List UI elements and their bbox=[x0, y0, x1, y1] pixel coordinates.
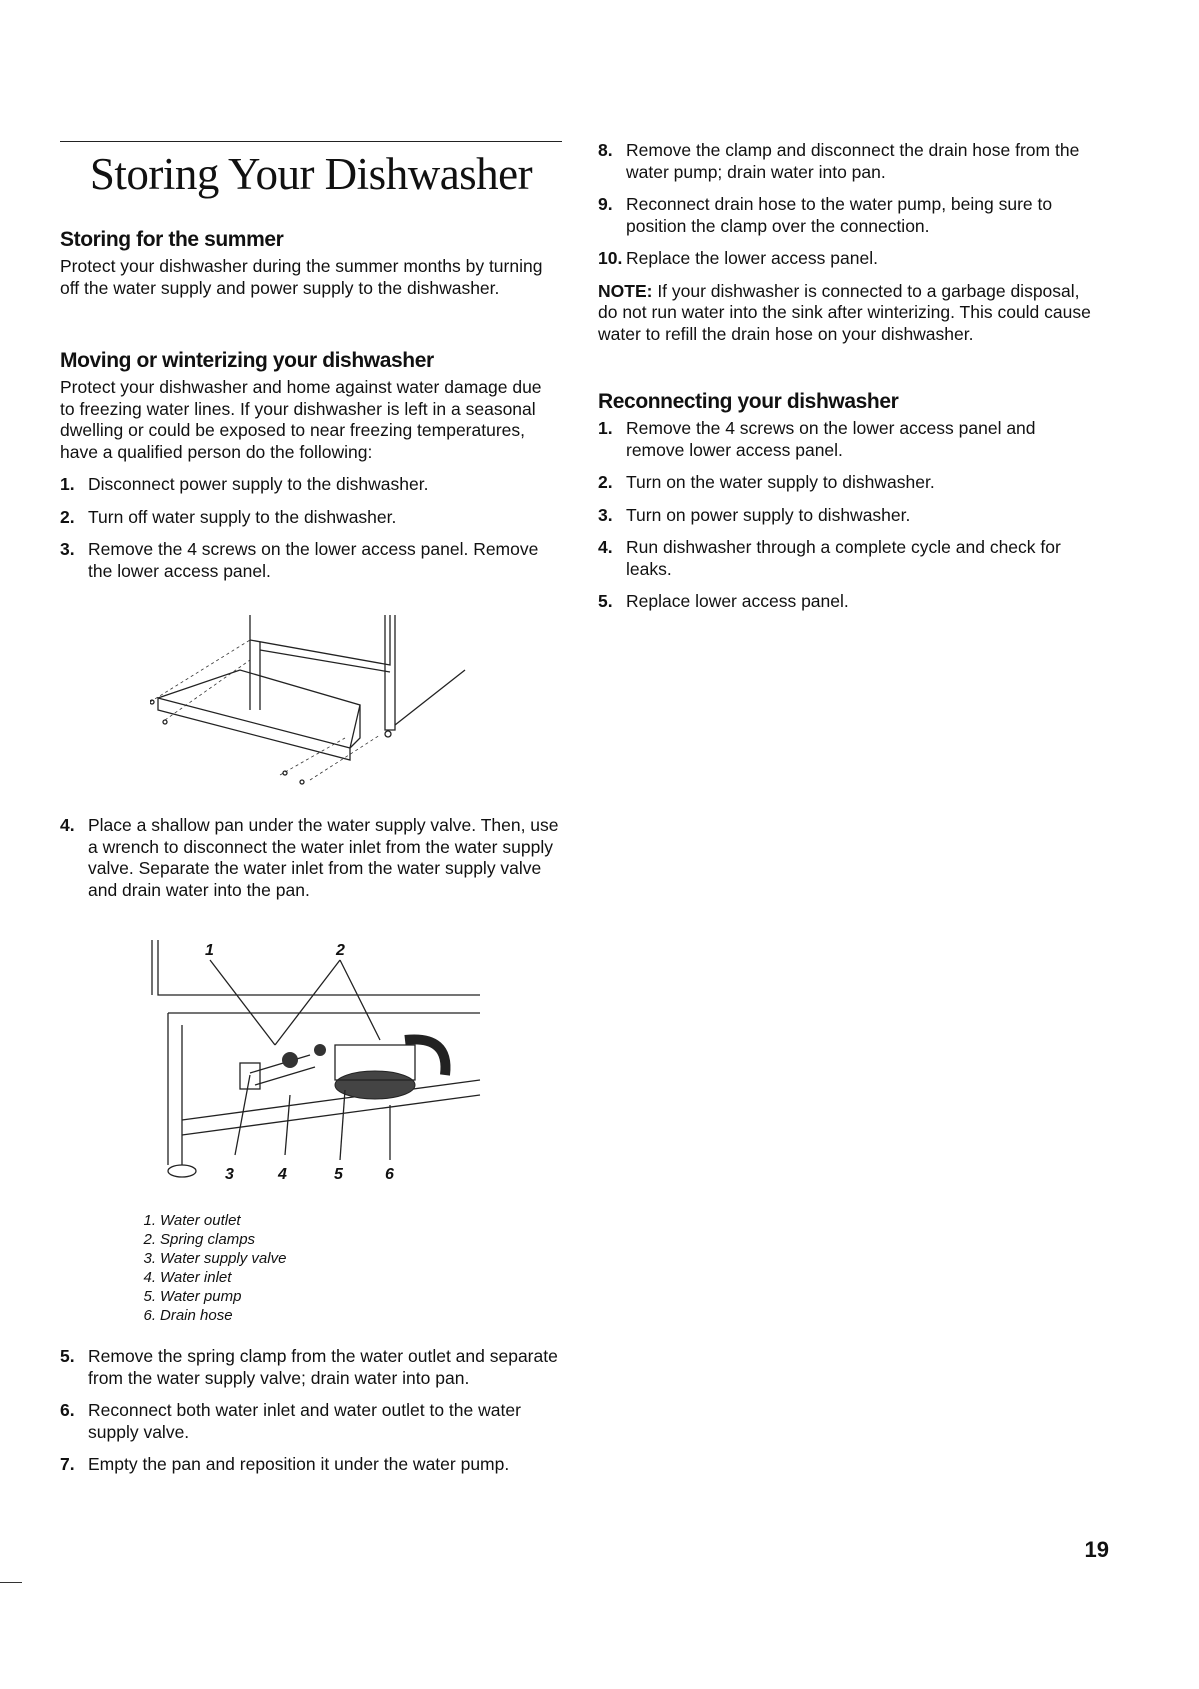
list-item: 4. Place a shallow pan under the water supply valve. Then, use a wrench to disconnect the water inlet from the water supply valve. Separate the water inlet from the water supply valve and drain water into the pan. bbox=[60, 815, 559, 900]
callout-4: 4 bbox=[278, 1166, 287, 1183]
base-frame bbox=[168, 1013, 480, 1165]
legend-item: 4. Water inlet bbox=[143, 1269, 232, 1286]
leveling-foot bbox=[168, 1165, 196, 1177]
screw bbox=[150, 700, 154, 704]
callout-leader-3 bbox=[235, 1075, 250, 1155]
summer-heading: Storing for the summer bbox=[60, 228, 284, 251]
callout-5: 5 bbox=[334, 1166, 343, 1183]
reconnect-heading: Reconnecting your dishwasher bbox=[598, 390, 899, 413]
callout-6: 6 bbox=[385, 1166, 394, 1183]
spring-clamp bbox=[314, 1044, 326, 1056]
list-item: 5. Remove the spring clamp from the water outlet and separate from the water supply valve; drain water into pan. bbox=[60, 1346, 558, 1388]
legend-item: 3. Water supply valve bbox=[143, 1250, 287, 1267]
list-item: 8. Remove the clamp and disconnect the drain hose from the water pump; drain water into pan. bbox=[598, 140, 1080, 182]
page-title: Storing Your Dishwasher bbox=[89, 149, 533, 199]
callout-leader-5 bbox=[340, 1090, 345, 1160]
summer-section bbox=[60, 228, 560, 299]
legend-item: 5. Water pump bbox=[143, 1288, 242, 1305]
reconnect-section bbox=[598, 390, 1098, 624]
winter-section bbox=[60, 349, 560, 593]
callout-leader-4 bbox=[285, 1095, 290, 1155]
callout-3: 3 bbox=[225, 1166, 234, 1183]
page-number: 19 bbox=[1084, 1537, 1109, 1562]
winter-steps-a bbox=[60, 474, 560, 582]
list-item: 1. Remove the 4 screws on the lower access panel and remove lower access panel. bbox=[598, 418, 1036, 460]
list-item: 4. Run dishwasher through a complete cycle and check for leaks. bbox=[598, 537, 1061, 579]
access-panel-illustration bbox=[150, 610, 480, 790]
list-item: 1. Disconnect power supply to the dishwasher. bbox=[60, 474, 429, 494]
winter-text: Protect your dishwasher and home against water damage due to freezing water lines. If your dishwasher is left in a seasonal dwelling or could be exposed to near freezing temperatures, have a qualified person do the following: bbox=[60, 377, 542, 462]
floor-line bbox=[395, 670, 465, 725]
water-connections-illustration bbox=[150, 935, 490, 1185]
step4-block bbox=[60, 815, 560, 912]
title-rule bbox=[60, 141, 562, 142]
winter-steps-b bbox=[60, 1346, 570, 1487]
list-item: 5. Replace lower access panel. bbox=[598, 591, 849, 611]
cabinet-side bbox=[250, 615, 390, 665]
list-item: 2. Turn off water supply to the dishwasher. bbox=[60, 506, 397, 527]
legend-item: 1. Water outlet bbox=[143, 1212, 241, 1229]
winter-steps-c bbox=[598, 140, 1098, 345]
floor-rail bbox=[182, 1080, 480, 1135]
list-item: 6. Reconnect both water inlet and water outlet to the water supply valve. bbox=[60, 1400, 521, 1442]
legend-item: 2. Spring clamps bbox=[143, 1231, 256, 1248]
callout-1: 1 bbox=[205, 942, 214, 959]
screw bbox=[163, 720, 167, 724]
screw bbox=[283, 771, 287, 775]
margin-mark bbox=[0, 1582, 22, 1583]
leveling-foot bbox=[385, 731, 391, 737]
list-item: 10. Replace the lower access panel. bbox=[598, 248, 878, 268]
water-pump bbox=[335, 1071, 415, 1099]
winter-heading: Moving or winterizing your dishwasher bbox=[60, 349, 434, 372]
note: NOTE: If your dishwasher is connected to a garbage disposal, do not run water into the sink after winterizing. This could cause water to refill the drain hose on your dishwasher. bbox=[598, 280, 1091, 344]
callout-leader-2 bbox=[275, 960, 380, 1045]
list-item: 2. Turn on the water supply to dishwasher. bbox=[598, 472, 935, 492]
list-item: 3. Turn on power supply to dishwasher. bbox=[598, 504, 911, 525]
list-item: 9. Reconnect drain hose to the water pump, being sure to position the clamp over the connection. bbox=[598, 194, 1053, 236]
spring-clamp bbox=[282, 1052, 298, 1068]
access-panel-front bbox=[158, 698, 350, 760]
callout-2: 2 bbox=[336, 942, 345, 959]
callout-leader-1 bbox=[210, 960, 275, 1045]
screw bbox=[300, 780, 304, 784]
summer-text: Protect your dishwasher during the summer months by turning off the water supply and power supply to the dishwasher. bbox=[60, 256, 543, 298]
list-item: 7. Empty the pan and reposition it under the water pump. bbox=[60, 1454, 510, 1474]
diagram-legend bbox=[136, 1211, 286, 1325]
legend-item: 6. Drain hose bbox=[143, 1307, 233, 1324]
list-item: 3. Remove the 4 screws on the lower access panel. Remove the lower access panel. bbox=[60, 539, 539, 581]
